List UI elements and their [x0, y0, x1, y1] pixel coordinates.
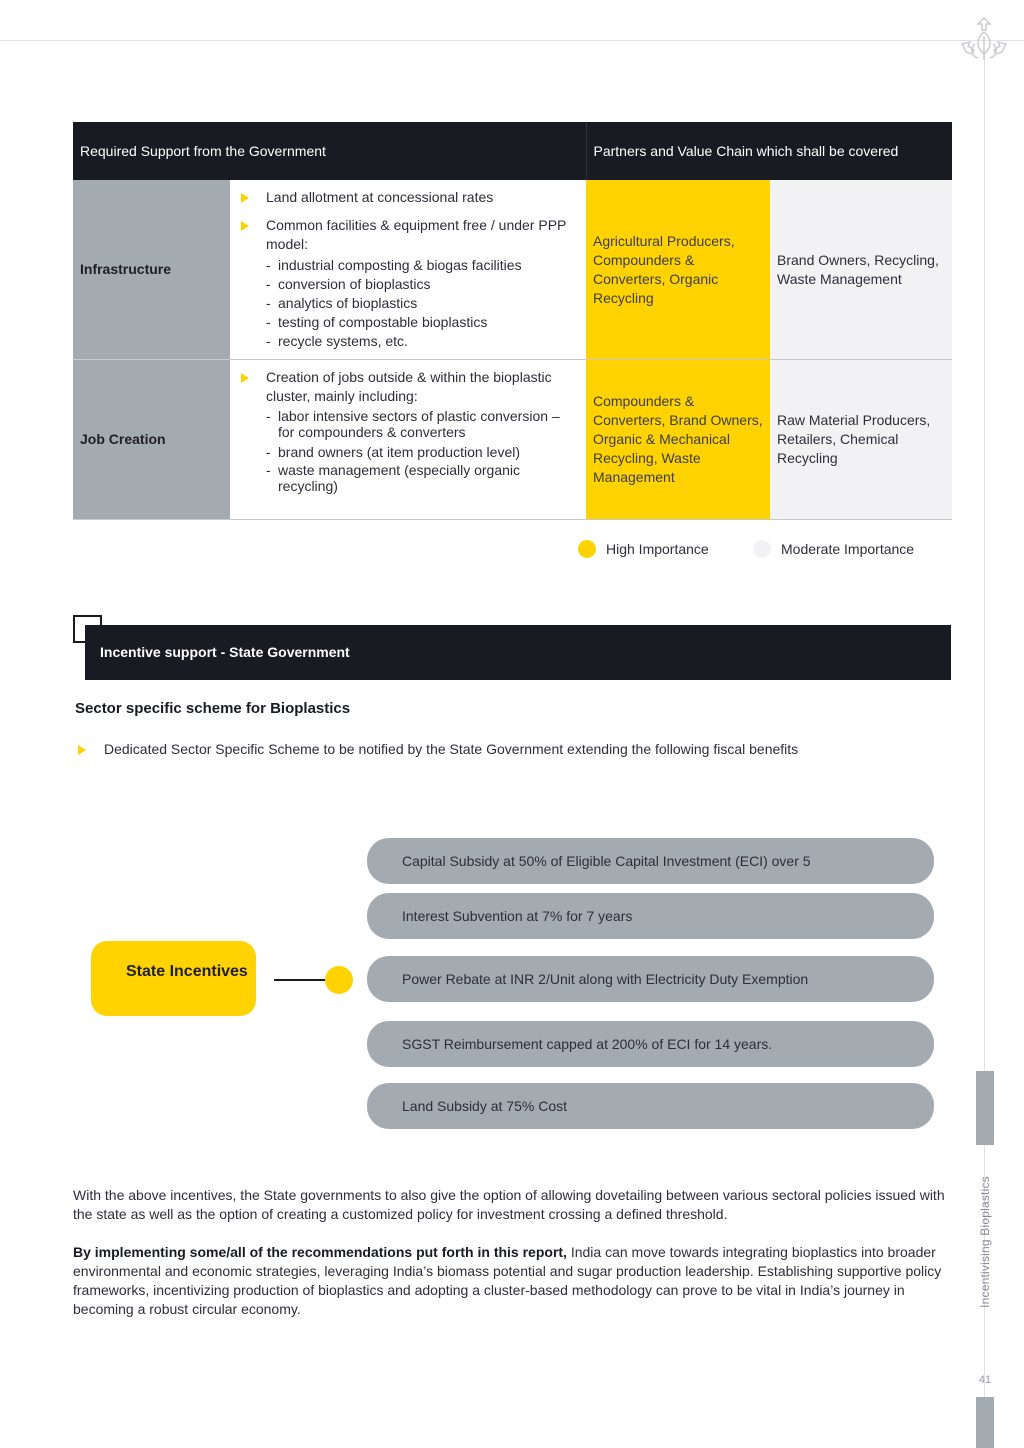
support-details-cell: [230, 180, 586, 360]
list-item: [240, 216, 576, 351]
table-header-partners: Partners and Value Chain which shall be covered: [586, 122, 952, 180]
incentive-pill: Capital Subsidy at 50% of Eligible Capital Investment (ECI) over 5: [367, 838, 934, 884]
section-banner: Incentive support - State Government: [85, 625, 951, 680]
paragraph: With the above incentives, the State governments to also give the option of allowing dovetailing between various sectoral policies issued with the state as well as the option of creating a customized policy for investment crossing a defined threshold.: [73, 1187, 945, 1222]
bullet-triangle-icon: [241, 221, 249, 231]
support-table: [73, 122, 952, 520]
legend-item-high: [578, 539, 709, 559]
bullet-triangle-icon: [241, 373, 249, 383]
bullet-text: Common facilities & equipment free / under PPP model:: [266, 217, 567, 252]
table-row: [73, 180, 952, 360]
side-accent-bar: [976, 1071, 994, 1145]
incentive-pill: Land Subsidy at 75% Cost: [367, 1083, 934, 1129]
header-rule: [0, 40, 1024, 41]
table-header-support: Required Support from the Government: [73, 122, 586, 180]
recycle-leaf-logo-icon: [958, 14, 1010, 66]
incentive-pill: Power Rebate at INR 2/Unit along with Electricity Duty Exemption: [367, 956, 934, 1002]
incentive-pill: SGST Reimbursement capped at 200% of ECI for 14 years.: [367, 1021, 934, 1067]
sub-list-item: - conversion of bioplastics: [266, 275, 576, 294]
category-cell: Job Creation: [73, 360, 230, 520]
support-details-cell: [230, 360, 586, 520]
bullet-text: Dedicated Sector Specific Scheme to be notified by the State Government extending the following fiscal benefits: [104, 741, 799, 757]
high-importance-partners: Agricultural Producers, Compounders & Converters, Organic Recycling: [586, 180, 770, 360]
legend-item-moderate: [753, 539, 914, 559]
sub-list: [266, 408, 576, 494]
connector-dot: [325, 966, 353, 994]
high-importance-partners: Compounders & Converters, Brand Owners, Organic & Mechanical Recycling, Waste Management: [586, 360, 770, 520]
running-title: Incentivising Bioplastics: [978, 1176, 992, 1308]
table-header-row: [73, 122, 952, 180]
paragraph-text: India can move towards integrating bioplastics into broader environmental and economic strategies, leveraging India’s biomass potential and sugar production leadership. Establishing supportive policy frameworks, incentivizing production of bioplastics and adopting a cluster-based methodology can prove to be vital in India’s journey in becoming a robust circular economy.: [73, 1244, 942, 1317]
bullet-triangle-icon: [241, 193, 249, 203]
sub-list-item: - testing of compostable bioplastics: [266, 313, 576, 332]
list-item: [77, 740, 798, 759]
side-accent-bar: [976, 1397, 994, 1448]
list-item: [240, 188, 576, 207]
bullet-triangle-icon: [78, 745, 86, 755]
connector-line: [274, 979, 328, 981]
sub-list-item: - brand owners (at item production level): [266, 443, 576, 462]
category-cell: Infrastructure: [73, 180, 230, 360]
sub-list-item: - recycle systems, etc.: [266, 332, 576, 351]
paragraph-bold-lead: By implementing some/all of the recommendations put forth in this report,: [73, 1244, 567, 1260]
moderate-importance-partners: Raw Material Producers, Retailers, Chemical Recycling: [770, 360, 952, 520]
high-importance-swatch-icon: [578, 540, 596, 558]
sub-list-item: - labor intensive sectors of plastic conversion – for compounders & converters: [266, 408, 576, 440]
bullet-text: Creation of jobs outside & within the bioplastic cluster, mainly including:: [266, 369, 552, 404]
legend-label: Moderate Importance: [781, 541, 915, 557]
moderate-importance-partners: Brand Owners, Recycling, Waste Management: [770, 180, 952, 360]
sub-list-item: - industrial composting & biogas facilities: [266, 256, 576, 275]
section-heading: Sector specific scheme for Bioplastics: [75, 700, 351, 717]
incentive-pill: Interest Subvention at 7% for 7 years: [367, 893, 934, 939]
sub-list: [266, 256, 576, 351]
legend-label: High Importance: [606, 541, 709, 557]
bullet-text: Land allotment at concessional rates: [266, 189, 494, 205]
sub-list-item: - waste management (especially organic recycling): [266, 462, 576, 494]
sub-list-item: - analytics of bioplastics: [266, 294, 576, 313]
moderate-importance-swatch-icon: [753, 540, 771, 558]
table-row: [73, 360, 952, 520]
state-incentives-hub: State Incentives: [91, 941, 256, 1016]
paragraph: [73, 1243, 953, 1319]
page-number: 41: [978, 1374, 992, 1386]
list-item: [240, 368, 576, 494]
